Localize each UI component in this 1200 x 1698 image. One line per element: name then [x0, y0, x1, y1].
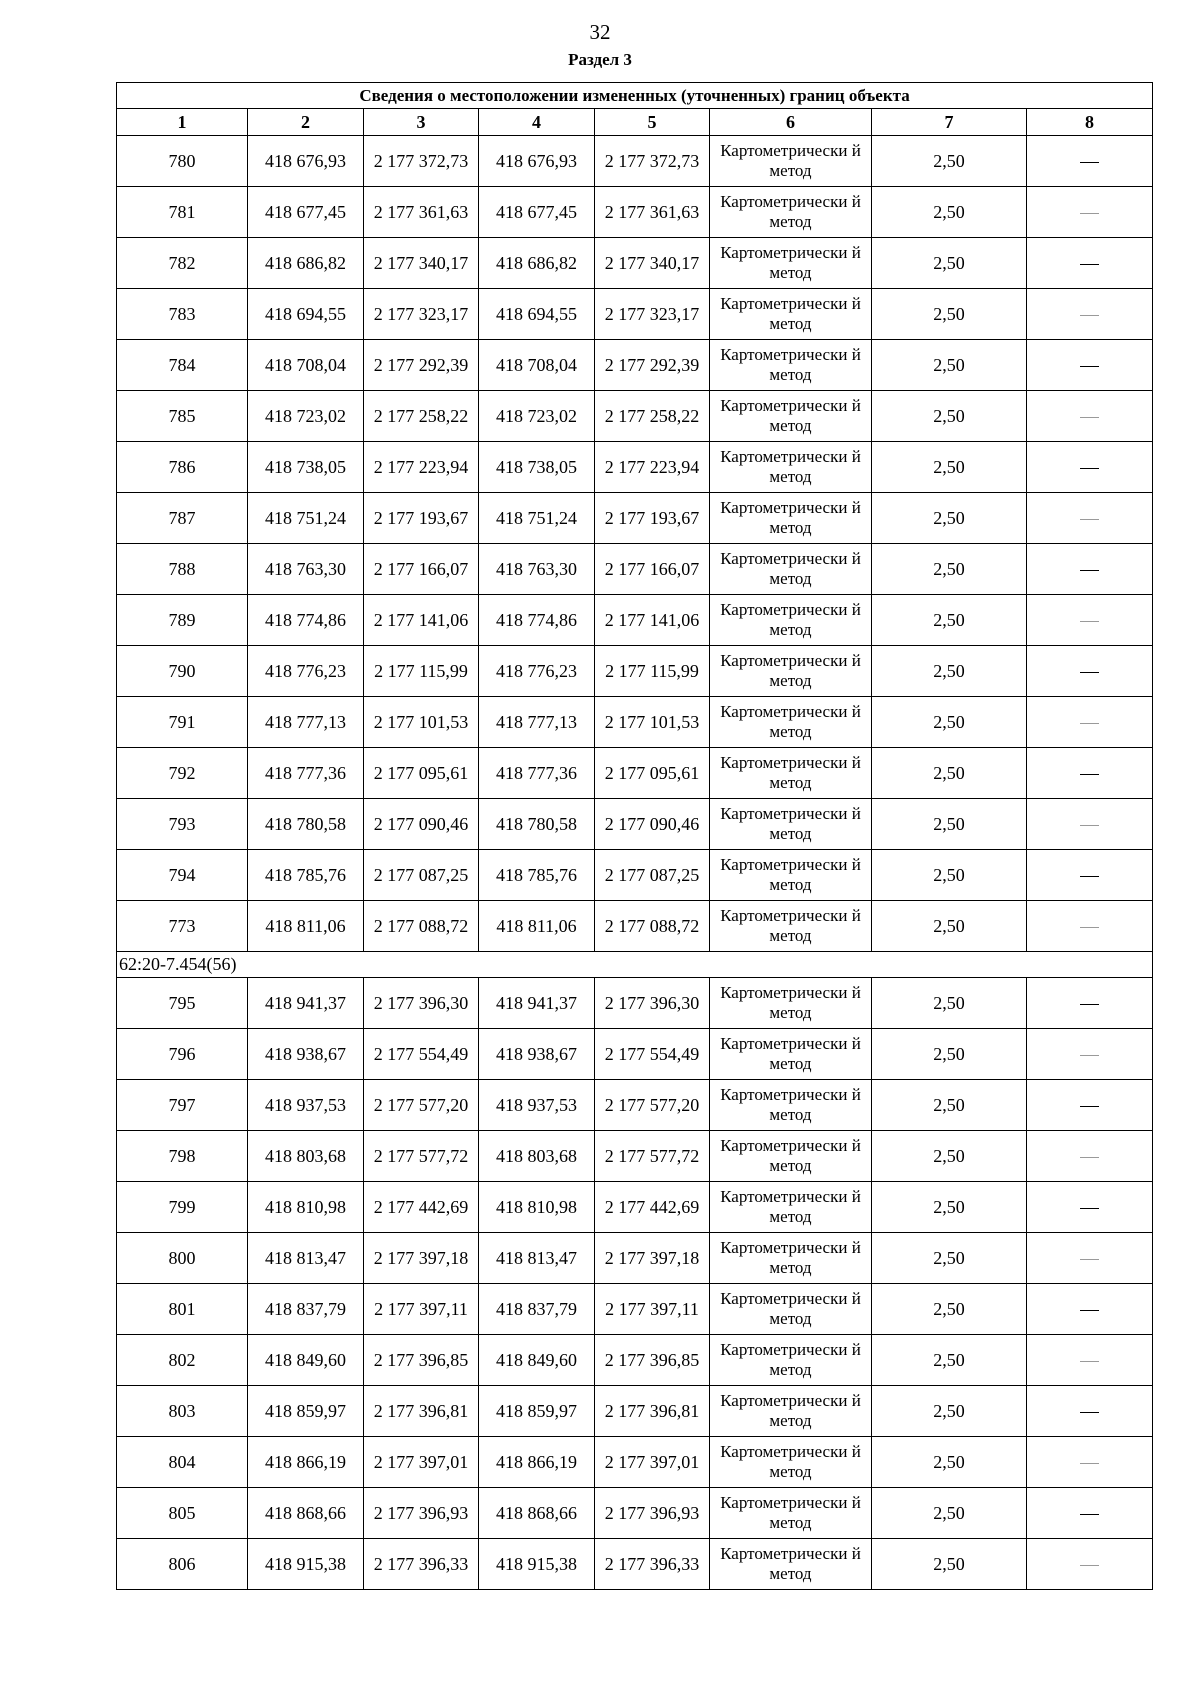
method-cell: Картометрически й метод — [710, 391, 872, 442]
accuracy-cell: 2,50 — [872, 1488, 1027, 1539]
x-coordinate-cell: 418 738,05 — [479, 442, 595, 493]
x-coordinate-cell: 418 677,45 — [248, 187, 364, 238]
table-row — [117, 1182, 1153, 1233]
column-header: 3 — [364, 109, 479, 136]
dash-mark — [1080, 1565, 1099, 1566]
x-coordinate-cell: 418 777,13 — [479, 697, 595, 748]
note-cell — [1027, 289, 1153, 340]
y-coordinate-cell: 2 177 396,93 — [364, 1488, 479, 1539]
note-cell — [1027, 1029, 1153, 1080]
table-row — [117, 799, 1153, 850]
accuracy-cell: 2,50 — [872, 1029, 1027, 1080]
x-coordinate-cell: 418 774,86 — [479, 595, 595, 646]
accuracy-cell: 2,50 — [872, 978, 1027, 1029]
note-cell — [1027, 799, 1153, 850]
x-coordinate-cell: 418 810,98 — [248, 1182, 364, 1233]
y-coordinate-cell: 2 177 258,22 — [595, 391, 710, 442]
dash-mark — [1080, 1208, 1099, 1209]
y-coordinate-cell: 2 177 397,01 — [364, 1437, 479, 1488]
x-coordinate-cell: 418 785,76 — [248, 850, 364, 901]
dash-mark — [1080, 1361, 1099, 1362]
table-row — [117, 544, 1153, 595]
dash-mark — [1080, 1463, 1099, 1464]
accuracy-cell: 2,50 — [872, 1386, 1027, 1437]
method-cell: Картометрически й метод — [710, 1284, 872, 1335]
y-coordinate-cell: 2 177 442,69 — [364, 1182, 479, 1233]
table-row — [117, 1080, 1153, 1131]
y-coordinate-cell: 2 177 101,53 — [595, 697, 710, 748]
point-number-cell: 800 — [117, 1233, 248, 1284]
x-coordinate-cell: 418 694,55 — [248, 289, 364, 340]
table-caption: Сведения о местоположении измененных (уточненных) границ объекта — [117, 83, 1153, 109]
accuracy-cell: 2,50 — [872, 1131, 1027, 1182]
y-coordinate-cell: 2 177 115,99 — [364, 646, 479, 697]
accuracy-cell: 2,50 — [872, 289, 1027, 340]
x-coordinate-cell: 418 859,97 — [479, 1386, 595, 1437]
y-coordinate-cell: 2 177 292,39 — [364, 340, 479, 391]
accuracy-cell: 2,50 — [872, 697, 1027, 748]
table-row — [117, 978, 1153, 1029]
method-cell: Картометрически й метод — [710, 1131, 872, 1182]
dash-mark — [1080, 1259, 1099, 1260]
dash-mark — [1080, 672, 1099, 673]
note-cell — [1027, 442, 1153, 493]
point-number-cell: 786 — [117, 442, 248, 493]
method-cell: Картометрически й метод — [710, 646, 872, 697]
table-row — [117, 1335, 1153, 1386]
note-cell — [1027, 1437, 1153, 1488]
x-coordinate-cell: 418 868,66 — [248, 1488, 364, 1539]
point-number-cell: 794 — [117, 850, 248, 901]
y-coordinate-cell: 2 177 095,61 — [364, 748, 479, 799]
dash-mark — [1080, 315, 1099, 316]
accuracy-cell: 2,50 — [872, 1284, 1027, 1335]
method-cell: Картометрически й метод — [710, 289, 872, 340]
table-row — [117, 1131, 1153, 1182]
x-coordinate-cell: 418 803,68 — [248, 1131, 364, 1182]
point-number-cell: 796 — [117, 1029, 248, 1080]
accuracy-cell: 2,50 — [872, 850, 1027, 901]
method-cell: Картометрически й метод — [710, 442, 872, 493]
table-row — [117, 1233, 1153, 1284]
table-body — [117, 136, 1153, 1590]
x-coordinate-cell: 418 708,04 — [479, 340, 595, 391]
accuracy-cell: 2,50 — [872, 646, 1027, 697]
y-coordinate-cell: 2 177 193,67 — [364, 493, 479, 544]
method-cell: Картометрически й метод — [710, 1488, 872, 1539]
x-coordinate-cell: 418 941,37 — [479, 978, 595, 1029]
y-coordinate-cell: 2 177 442,69 — [595, 1182, 710, 1233]
dash-mark — [1080, 162, 1099, 163]
table-row — [117, 493, 1153, 544]
note-cell — [1027, 1080, 1153, 1131]
method-cell: Картометрически й метод — [710, 901, 872, 952]
note-cell — [1027, 1488, 1153, 1539]
x-coordinate-cell: 418 723,02 — [479, 391, 595, 442]
point-number-cell: 790 — [117, 646, 248, 697]
x-coordinate-cell: 418 811,06 — [248, 901, 364, 952]
x-coordinate-cell: 418 849,60 — [479, 1335, 595, 1386]
x-coordinate-cell: 418 813,47 — [479, 1233, 595, 1284]
point-number-cell: 799 — [117, 1182, 248, 1233]
accuracy-cell: 2,50 — [872, 748, 1027, 799]
x-coordinate-cell: 418 686,82 — [479, 238, 595, 289]
point-number-cell: 782 — [117, 238, 248, 289]
y-coordinate-cell: 2 177 292,39 — [595, 340, 710, 391]
note-cell — [1027, 136, 1153, 187]
dash-mark — [1080, 1514, 1099, 1515]
table-row — [117, 646, 1153, 697]
cadastral-group-label: 62:20-7.454(56) — [117, 952, 1153, 978]
y-coordinate-cell: 2 177 396,33 — [595, 1539, 710, 1590]
x-coordinate-cell: 418 938,67 — [479, 1029, 595, 1080]
y-coordinate-cell: 2 177 397,11 — [364, 1284, 479, 1335]
table-row — [117, 850, 1153, 901]
point-number-cell: 791 — [117, 697, 248, 748]
accuracy-cell: 2,50 — [872, 391, 1027, 442]
x-coordinate-cell: 418 777,36 — [479, 748, 595, 799]
dash-mark — [1080, 366, 1099, 367]
column-header: 4 — [479, 109, 595, 136]
x-coordinate-cell: 418 937,53 — [479, 1080, 595, 1131]
y-coordinate-cell: 2 177 396,30 — [364, 978, 479, 1029]
y-coordinate-cell: 2 177 166,07 — [595, 544, 710, 595]
x-coordinate-cell: 418 676,93 — [479, 136, 595, 187]
dash-mark — [1080, 1157, 1099, 1158]
point-number-cell: 804 — [117, 1437, 248, 1488]
point-number-cell: 783 — [117, 289, 248, 340]
dash-mark — [1080, 825, 1099, 826]
note-cell — [1027, 1284, 1153, 1335]
table-row — [117, 595, 1153, 646]
method-cell: Картометрически й метод — [710, 1029, 872, 1080]
method-cell: Картометрически й метод — [710, 1335, 872, 1386]
dash-mark — [1080, 723, 1099, 724]
column-header: 7 — [872, 109, 1027, 136]
x-coordinate-cell: 418 776,23 — [479, 646, 595, 697]
page-number: 32 — [589, 20, 611, 44]
y-coordinate-cell: 2 177 223,94 — [364, 442, 479, 493]
dash-mark — [1080, 264, 1099, 265]
y-coordinate-cell: 2 177 554,49 — [364, 1029, 479, 1080]
accuracy-cell: 2,50 — [872, 901, 1027, 952]
x-coordinate-cell: 418 776,23 — [248, 646, 364, 697]
point-number-cell: 793 — [117, 799, 248, 850]
y-coordinate-cell: 2 177 397,11 — [595, 1284, 710, 1335]
x-coordinate-cell: 418 785,76 — [479, 850, 595, 901]
accuracy-cell: 2,50 — [872, 1182, 1027, 1233]
y-coordinate-cell: 2 177 141,06 — [364, 595, 479, 646]
x-coordinate-cell: 418 677,45 — [479, 187, 595, 238]
x-coordinate-cell: 418 811,06 — [479, 901, 595, 952]
table-row — [117, 748, 1153, 799]
y-coordinate-cell: 2 177 372,73 — [364, 136, 479, 187]
note-cell — [1027, 238, 1153, 289]
method-cell: Картометрически й метод — [710, 850, 872, 901]
section-title: Раздел 3 — [568, 50, 632, 69]
y-coordinate-cell: 2 177 397,18 — [595, 1233, 710, 1284]
x-coordinate-cell: 418 859,97 — [248, 1386, 364, 1437]
y-coordinate-cell: 2 177 141,06 — [595, 595, 710, 646]
y-coordinate-cell: 2 177 088,72 — [364, 901, 479, 952]
method-cell: Картометрически й метод — [710, 340, 872, 391]
dash-mark — [1080, 621, 1099, 622]
accuracy-cell: 2,50 — [872, 1233, 1027, 1284]
point-number-cell: 788 — [117, 544, 248, 595]
y-coordinate-cell: 2 177 101,53 — [364, 697, 479, 748]
y-coordinate-cell: 2 177 577,20 — [364, 1080, 479, 1131]
accuracy-cell: 2,50 — [872, 1080, 1027, 1131]
x-coordinate-cell: 418 937,53 — [248, 1080, 364, 1131]
method-cell: Картометрически й метод — [710, 1437, 872, 1488]
point-number-cell: 806 — [117, 1539, 248, 1590]
dash-mark — [1080, 1106, 1099, 1107]
y-coordinate-cell: 2 177 361,63 — [364, 187, 479, 238]
table-row — [117, 187, 1153, 238]
table-row — [117, 136, 1153, 187]
x-coordinate-cell: 418 676,93 — [248, 136, 364, 187]
accuracy-cell: 2,50 — [872, 442, 1027, 493]
method-cell: Картометрически й метод — [710, 799, 872, 850]
method-cell: Картометрически й метод — [710, 1539, 872, 1590]
y-coordinate-cell: 2 177 372,73 — [595, 136, 710, 187]
y-coordinate-cell: 2 177 115,99 — [595, 646, 710, 697]
group-header-row — [117, 952, 1153, 978]
table-row — [117, 1539, 1153, 1590]
column-header: 2 — [248, 109, 364, 136]
note-cell — [1027, 493, 1153, 544]
x-coordinate-cell: 418 938,67 — [248, 1029, 364, 1080]
y-coordinate-cell: 2 177 340,17 — [595, 238, 710, 289]
y-coordinate-cell: 2 177 340,17 — [364, 238, 479, 289]
x-coordinate-cell: 418 941,37 — [248, 978, 364, 1029]
dash-mark — [1080, 1310, 1099, 1311]
y-coordinate-cell: 2 177 396,85 — [364, 1335, 479, 1386]
method-cell: Картометрически й метод — [710, 238, 872, 289]
x-coordinate-cell: 418 868,66 — [479, 1488, 595, 1539]
x-coordinate-cell: 418 780,58 — [248, 799, 364, 850]
note-cell — [1027, 748, 1153, 799]
y-coordinate-cell: 2 177 397,01 — [595, 1437, 710, 1488]
note-cell — [1027, 595, 1153, 646]
y-coordinate-cell: 2 177 577,72 — [364, 1131, 479, 1182]
column-header: 6 — [710, 109, 872, 136]
x-coordinate-cell: 418 780,58 — [479, 799, 595, 850]
y-coordinate-cell: 2 177 090,46 — [595, 799, 710, 850]
x-coordinate-cell: 418 774,86 — [248, 595, 364, 646]
column-header-row — [117, 109, 1153, 136]
y-coordinate-cell: 2 177 166,07 — [364, 544, 479, 595]
note-cell — [1027, 1335, 1153, 1386]
accuracy-cell: 2,50 — [872, 799, 1027, 850]
accuracy-cell: 2,50 — [872, 187, 1027, 238]
note-cell — [1027, 1386, 1153, 1437]
dash-mark — [1080, 927, 1099, 928]
note-cell — [1027, 850, 1153, 901]
accuracy-cell: 2,50 — [872, 544, 1027, 595]
x-coordinate-cell: 418 738,05 — [248, 442, 364, 493]
method-cell: Картометрически й метод — [710, 1233, 872, 1284]
table-row — [117, 1488, 1153, 1539]
x-coordinate-cell: 418 723,02 — [248, 391, 364, 442]
method-cell: Картометрически й метод — [710, 978, 872, 1029]
note-cell — [1027, 1233, 1153, 1284]
x-coordinate-cell: 418 803,68 — [479, 1131, 595, 1182]
x-coordinate-cell: 418 777,36 — [248, 748, 364, 799]
method-cell: Картометрически й метод — [710, 595, 872, 646]
x-coordinate-cell: 418 708,04 — [248, 340, 364, 391]
point-number-cell: 795 — [117, 978, 248, 1029]
note-cell — [1027, 1131, 1153, 1182]
point-number-cell: 797 — [117, 1080, 248, 1131]
y-coordinate-cell: 2 177 095,61 — [595, 748, 710, 799]
x-coordinate-cell: 418 763,30 — [479, 544, 595, 595]
y-coordinate-cell: 2 177 090,46 — [364, 799, 479, 850]
note-cell — [1027, 901, 1153, 952]
note-cell — [1027, 187, 1153, 238]
method-cell: Картометрически й метод — [710, 544, 872, 595]
x-coordinate-cell: 418 751,24 — [248, 493, 364, 544]
x-coordinate-cell: 418 694,55 — [479, 289, 595, 340]
y-coordinate-cell: 2 177 396,93 — [595, 1488, 710, 1539]
accuracy-cell: 2,50 — [872, 1335, 1027, 1386]
point-number-cell: 803 — [117, 1386, 248, 1437]
x-coordinate-cell: 418 866,19 — [248, 1437, 364, 1488]
y-coordinate-cell: 2 177 193,67 — [595, 493, 710, 544]
note-cell — [1027, 1539, 1153, 1590]
x-coordinate-cell: 418 837,79 — [479, 1284, 595, 1335]
dash-mark — [1080, 519, 1099, 520]
dash-mark — [1080, 213, 1099, 214]
table-row — [117, 391, 1153, 442]
x-coordinate-cell: 418 813,47 — [248, 1233, 364, 1284]
dash-mark — [1080, 1412, 1099, 1413]
dash-mark — [1080, 417, 1099, 418]
y-coordinate-cell: 2 177 396,81 — [595, 1386, 710, 1437]
y-coordinate-cell: 2 177 323,17 — [364, 289, 479, 340]
x-coordinate-cell: 418 915,38 — [479, 1539, 595, 1590]
point-number-cell: 802 — [117, 1335, 248, 1386]
point-number-cell: 773 — [117, 901, 248, 952]
point-number-cell: 798 — [117, 1131, 248, 1182]
accuracy-cell: 2,50 — [872, 493, 1027, 544]
table-row — [117, 1284, 1153, 1335]
table-row — [117, 442, 1153, 493]
y-coordinate-cell: 2 177 323,17 — [595, 289, 710, 340]
y-coordinate-cell: 2 177 397,18 — [364, 1233, 479, 1284]
method-cell: Картометрически й метод — [710, 1080, 872, 1131]
method-cell: Картометрически й метод — [710, 136, 872, 187]
table-row — [117, 1437, 1153, 1488]
method-cell: Картометрически й метод — [710, 1182, 872, 1233]
y-coordinate-cell: 2 177 088,72 — [595, 901, 710, 952]
y-coordinate-cell: 2 177 577,72 — [595, 1131, 710, 1182]
y-coordinate-cell: 2 177 396,85 — [595, 1335, 710, 1386]
y-coordinate-cell: 2 177 087,25 — [364, 850, 479, 901]
point-number-cell: 784 — [117, 340, 248, 391]
x-coordinate-cell: 418 777,13 — [248, 697, 364, 748]
dash-mark — [1080, 570, 1099, 571]
x-coordinate-cell: 418 763,30 — [248, 544, 364, 595]
y-coordinate-cell: 2 177 554,49 — [595, 1029, 710, 1080]
y-coordinate-cell: 2 177 223,94 — [595, 442, 710, 493]
boundary-table — [116, 82, 1153, 1590]
x-coordinate-cell: 418 915,38 — [248, 1539, 364, 1590]
point-number-cell: 787 — [117, 493, 248, 544]
y-coordinate-cell: 2 177 577,20 — [595, 1080, 710, 1131]
x-coordinate-cell: 418 866,19 — [479, 1437, 595, 1488]
dash-mark — [1080, 1055, 1099, 1056]
accuracy-cell: 2,50 — [872, 595, 1027, 646]
table-caption-row — [117, 83, 1153, 109]
note-cell — [1027, 544, 1153, 595]
table-row — [117, 238, 1153, 289]
table-row — [117, 901, 1153, 952]
table-row — [117, 697, 1153, 748]
accuracy-cell: 2,50 — [872, 1437, 1027, 1488]
x-coordinate-cell: 418 810,98 — [479, 1182, 595, 1233]
dash-mark — [1080, 774, 1099, 775]
dash-mark — [1080, 468, 1099, 469]
point-number-cell: 785 — [117, 391, 248, 442]
column-header: 8 — [1027, 109, 1153, 136]
point-number-cell: 792 — [117, 748, 248, 799]
note-cell — [1027, 391, 1153, 442]
note-cell — [1027, 1182, 1153, 1233]
column-header: 5 — [595, 109, 710, 136]
method-cell: Картометрически й метод — [710, 493, 872, 544]
dash-mark — [1080, 876, 1099, 877]
method-cell: Картометрически й метод — [710, 1386, 872, 1437]
accuracy-cell: 2,50 — [872, 136, 1027, 187]
y-coordinate-cell: 2 177 396,33 — [364, 1539, 479, 1590]
point-number-cell: 781 — [117, 187, 248, 238]
note-cell — [1027, 978, 1153, 1029]
point-number-cell: 789 — [117, 595, 248, 646]
method-cell: Картометрически й метод — [710, 187, 872, 238]
y-coordinate-cell: 2 177 087,25 — [595, 850, 710, 901]
dash-mark — [1080, 1004, 1099, 1005]
y-coordinate-cell: 2 177 258,22 — [364, 391, 479, 442]
y-coordinate-cell: 2 177 361,63 — [595, 187, 710, 238]
x-coordinate-cell: 418 686,82 — [248, 238, 364, 289]
method-cell: Картометрически й метод — [710, 748, 872, 799]
x-coordinate-cell: 418 849,60 — [248, 1335, 364, 1386]
accuracy-cell: 2,50 — [872, 1539, 1027, 1590]
column-header: 1 — [117, 109, 248, 136]
method-cell: Картометрически й метод — [710, 697, 872, 748]
y-coordinate-cell: 2 177 396,30 — [595, 978, 710, 1029]
table-row — [117, 289, 1153, 340]
table-row — [117, 1386, 1153, 1437]
x-coordinate-cell: 418 751,24 — [479, 493, 595, 544]
point-number-cell: 801 — [117, 1284, 248, 1335]
note-cell — [1027, 646, 1153, 697]
y-coordinate-cell: 2 177 396,81 — [364, 1386, 479, 1437]
point-number-cell: 805 — [117, 1488, 248, 1539]
table-row — [117, 1029, 1153, 1080]
note-cell — [1027, 340, 1153, 391]
accuracy-cell: 2,50 — [872, 340, 1027, 391]
table-row — [117, 340, 1153, 391]
x-coordinate-cell: 418 837,79 — [248, 1284, 364, 1335]
accuracy-cell: 2,50 — [872, 238, 1027, 289]
point-number-cell: 780 — [117, 136, 248, 187]
note-cell — [1027, 697, 1153, 748]
